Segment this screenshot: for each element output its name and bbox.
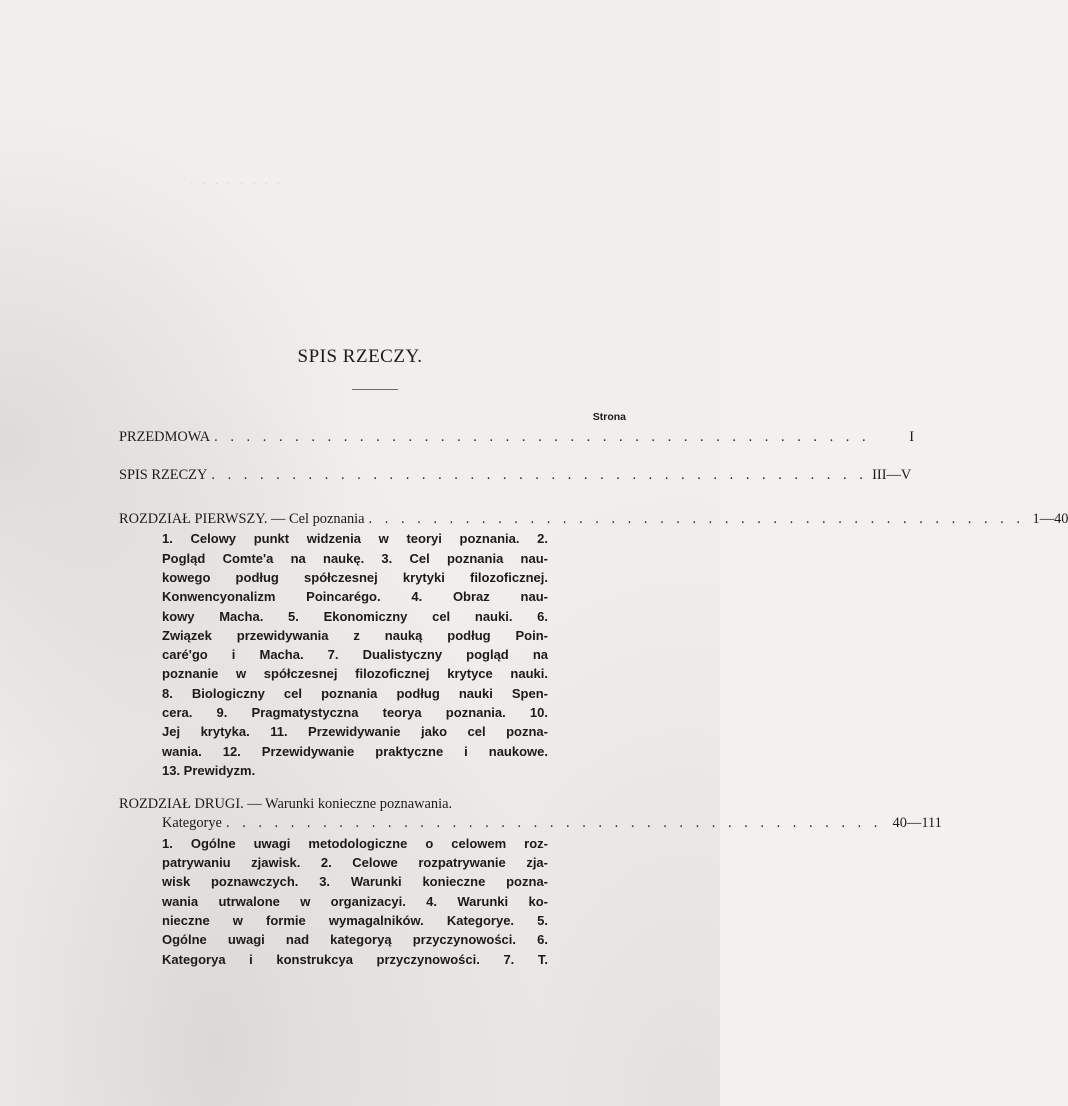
toc-entry-spis-rzeczy xyxy=(119,466,912,485)
summary-line: wania. 12. Przewidywanie praktyczne i naukowe. xyxy=(162,743,548,759)
chapter-heading: ROZDZIAŁ PIERWSZY. — Cel poznania xyxy=(119,511,365,527)
summary-line: kowego podług spółczesnej krytyki filozoficznej. xyxy=(162,570,548,585)
summary-line: patrywaniu zjawisk. 2. Celowe rozpatrywanie zja- xyxy=(162,855,548,871)
toc-page-number: 40—111 xyxy=(892,815,942,832)
summary-line: cera. 9. Pragmatystyczna teorya poznania. 10. xyxy=(162,705,548,721)
summary-line: Ogólne uwagi nad kategoryą przyczynowości. 6. xyxy=(162,932,548,948)
summary-line: caré'go i Macha. 7. Dualistyczny pogląd na xyxy=(162,647,548,663)
page-title: SPIS RZECZY. xyxy=(297,346,423,367)
summary-line: kowy Macha. 5. Ekonomiczny cel nauki. 6. xyxy=(162,608,548,624)
title-divider xyxy=(352,389,398,390)
toc-page-number: III—V xyxy=(872,467,912,483)
toc-entry-label: SPIS RZECZY xyxy=(119,467,208,483)
toc-entry-chapter-1 xyxy=(119,510,1068,780)
summary-line: poznanie w spółczesnej filozoficznej krytyce nauki. xyxy=(162,666,548,682)
summary-line: 13. Prewidyzm. xyxy=(162,762,256,778)
chapter-summary xyxy=(162,834,548,969)
summary-line: wania utrwalone w organizacyi. 4. Warunki ko- xyxy=(162,893,548,909)
summary-line: wisk poznawczych. 3. Warunki konieczne pozna- xyxy=(162,874,548,890)
toc-entry-przedmowa xyxy=(119,428,915,447)
dot-leader: . . . . . . . . . . . . . . . . . . . . . . . . . . . . . . . . . . . . . . . . . xyxy=(225,815,882,832)
chapter-heading: ROZDZIAŁ DRUGI. — Warunki konieczne poznawania. xyxy=(119,796,453,812)
summary-line: Jej krytyka. 11. Przewidywanie jako cel pozna- xyxy=(162,724,548,740)
dot-leader: . . . . . . . . . . . . . . . . . . . . . . . . . . . . . . . . . . . . . . . . . xyxy=(368,511,1025,527)
chapter-summary xyxy=(162,529,548,780)
toc-page-number: I xyxy=(909,429,915,445)
chapter-heading-continuation: Kategorye xyxy=(162,815,222,832)
page-column-header: Strona xyxy=(592,411,626,423)
summary-line: nieczne w formie wymagalników. Kategorye. 5. xyxy=(162,913,548,928)
summary-line: 1. Ogólne uwagi metodologiczne o celowem roz- xyxy=(162,835,548,851)
summary-line: Pogląd Comte'a na naukę. 3. Cel poznania nau- xyxy=(162,550,548,566)
summary-line: 8. Biologiczny cel poznania podług nauki Spen- xyxy=(162,685,548,701)
dot-leader: . . . . . . . . . . . . . . . . . . . . . . . . . . . . . . . . . . . . . . . . . xyxy=(214,429,871,445)
summary-line: Związek przewidywania z nauką podług Poin- xyxy=(162,627,548,643)
summary-line: Konwencyonalizm Poincarégo. 4. Obraz nau- xyxy=(162,589,548,605)
toc-page-number: 1—40 xyxy=(1032,511,1068,527)
bleed-through-text: · · · · · · · · xyxy=(190,178,284,190)
toc-entry-chapter-2 xyxy=(119,795,942,969)
toc-entry-label: PRZEDMOWA xyxy=(119,429,211,445)
summary-line: 1. Celowy punkt widzenia w teoryi poznania. 2. xyxy=(162,531,548,547)
dot-leader: . . . . . . . . . . . . . . . . . . . . . . . . . . . . . . . . . . . . . . . . . xyxy=(211,467,868,483)
summary-line: Kategorya i konstrukcya przyczynowości. 7. T. xyxy=(162,951,548,967)
